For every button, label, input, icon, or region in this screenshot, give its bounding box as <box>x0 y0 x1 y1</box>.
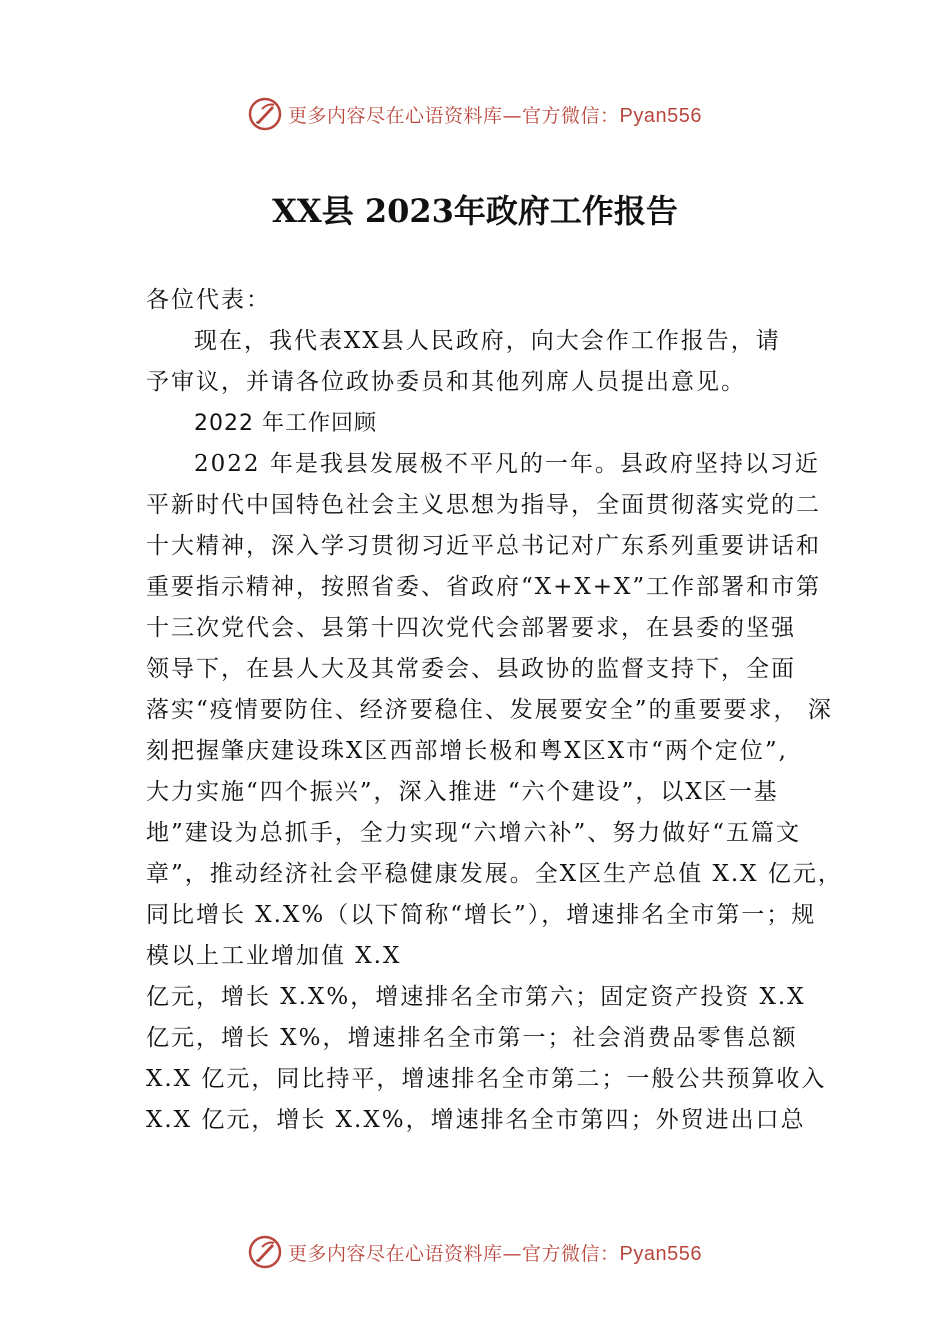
paragraph-line: X.X 亿元，同比持平，增速排名全市第二；一般公共预算收入 <box>146 1066 827 1092</box>
paragraph-line: 落实“疫情要防住、经济要稳住、发展要安全”的重要要求， 深 <box>146 697 833 723</box>
wechat-id: Pyan556 <box>619 1242 702 1265</box>
paragraph-line: 章”，推动经济社会平稳健康发展。全X区生产总值 X.X 亿元， <box>146 861 843 887</box>
paragraph-line: 十大精神，深入学习贯彻习近平总书记对广东系列重要讲话和 <box>146 533 821 559</box>
salutation: 各位代表： <box>146 287 271 313</box>
document-title: XX县 2023年政府工作报告 <box>272 192 678 230</box>
paragraph-line: 亿元，增长 X.X%，增速排名全市第六；固定资产投资 X.X <box>146 984 806 1010</box>
paragraph-line: 大力实施“四个振兴”，深入推进 “六个建设”，以X区一基 <box>146 779 779 805</box>
paragraph-line: 亿元，增长 X%，增速排名全市第一；社会消费品零售总额 <box>146 1025 798 1051</box>
paragraph-line: 领导下，在县人大及其常委会、县政协的监督支持下，全面 <box>146 656 796 682</box>
paragraph-line: 予审议，并请各位政协委员和其他列席人员提出意见。 <box>146 369 746 395</box>
footer-banner <box>0 1232 950 1272</box>
paragraph-line: 同比增长 X.X%（以下简称“增长”），增速排名全市第一；规 <box>146 902 817 928</box>
paragraph-line: 模以上工业增加值 X.X <box>146 943 402 969</box>
quill-logo-icon <box>248 1235 282 1269</box>
paragraph-line: 2022 年是我县发展极不平凡的一年。县政府坚持以习近 <box>194 451 820 477</box>
paragraph-line: 地”建设为总抓手，全力实现“六增六补”、努力做好“五篇文 <box>146 820 802 846</box>
paragraph-line: 刻把握肇庆建设珠X区西部增长极和粤X区X市“两个定位”, <box>146 738 788 764</box>
paragraph-line: 重要指示精神，按照省委、省政府“X+X+X”工作部署和市第 <box>146 574 822 600</box>
wechat-id: Pyan556 <box>619 104 702 127</box>
banner-text: 更多内容尽在心语资料库—官方微信：Pyan556 <box>288 1242 702 1265</box>
document-body <box>146 280 843 1141</box>
paragraph-line: 平新时代中国特色社会主义思想为指导，全面贯彻落实党的二 <box>146 492 821 518</box>
header-banner <box>0 94 950 134</box>
banner-text: 更多内容尽在心语资料库—官方微信：Pyan556 <box>288 104 702 127</box>
paragraph-line: 十三次党代会、县第十四次党代会部署要求，在县委的坚强 <box>146 615 796 641</box>
paragraph-line: 现在，我代表XX县人民政府，向大会作工作报告，请 <box>194 328 781 354</box>
paragraph-line: X.X 亿元，增长 X.X%，增速排名全市第四；外贸进出口总 <box>146 1107 806 1133</box>
quill-logo-icon <box>248 97 282 131</box>
section-heading: 2022 年工作回顾 <box>194 411 377 436</box>
